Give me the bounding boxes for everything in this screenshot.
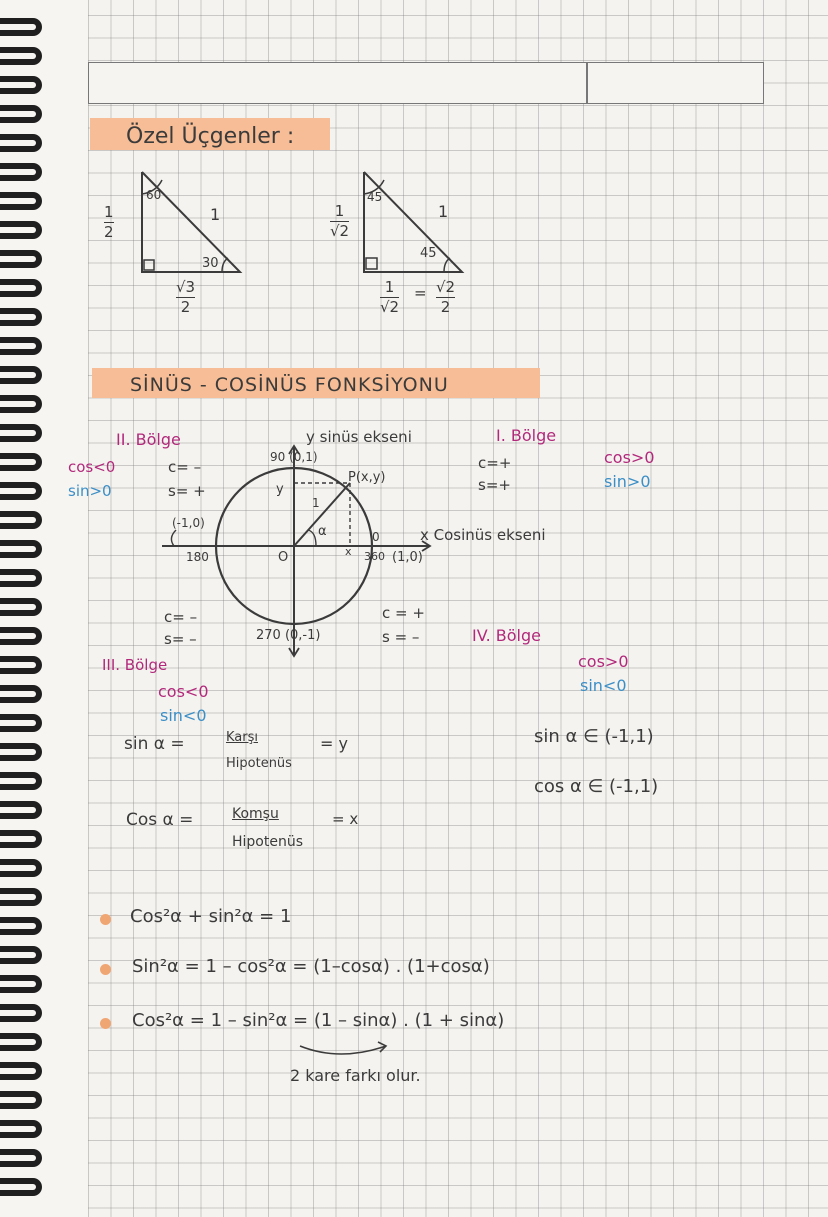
alpha-label: α — [318, 524, 327, 539]
q1-sin: sin>0 — [604, 472, 651, 491]
q3-s: s= – — [164, 630, 197, 648]
identity-2: Sin²α = 1 – cos²α = (1–cosα) . (1+cosα) — [132, 956, 490, 977]
q3-label: III. Bölge — [102, 656, 168, 674]
q3-sin: sin<0 — [160, 706, 207, 725]
deg-right-360: 360 — [364, 550, 385, 563]
q1-s: s=+ — [478, 476, 511, 494]
section-title: SİNÜS - COSİNÜS FONKSİYONU — [130, 374, 449, 396]
tri2-base-a: 1 √2 — [380, 278, 400, 316]
sin-range: sin α ∈ (-1,1) — [534, 726, 654, 747]
sin-definition-den: Hipotenüs — [226, 756, 292, 771]
q1-c: c=+ — [478, 454, 512, 472]
note-text: 2 kare farkı olur. — [290, 1066, 421, 1085]
special-triangles-title: Özel Üçgenler : — [126, 124, 295, 149]
y-axis-label: y sinüs ekseni — [306, 428, 412, 446]
cos-definition-den: Hipotenüs — [232, 834, 304, 850]
sin-definition-num: Karşı — [226, 730, 258, 745]
point-right: (1,0) — [392, 550, 423, 565]
deg-left: 180 — [186, 550, 209, 564]
point-top: 90 (0,1) — [270, 450, 318, 464]
x-axis-label: x Cosinüs ekseni — [420, 526, 546, 544]
q4-c: c = + — [382, 604, 425, 622]
q1-label: I. Bölge — [496, 426, 557, 445]
identity-3: Cos²α = 1 – sin²α = (1 – sinα) . (1 + sinα) — [132, 1010, 505, 1031]
x-mark: x — [345, 545, 352, 558]
tri1-base: √3 2 — [176, 278, 196, 316]
point-p: P(x,y) — [348, 470, 386, 485]
cos-definition-lhs: Cos α = — [126, 810, 194, 830]
tri1-angle-bottom: 30 — [202, 256, 219, 271]
sin-definition-rhs: = y — [320, 734, 348, 753]
tri1-hypotenuse: 1 — [210, 205, 221, 224]
point-bottom: 270 (0,-1) — [256, 628, 321, 643]
q3-cos: cos<0 — [158, 682, 209, 701]
cos-range: cos α ∈ (-1,1) — [534, 776, 659, 797]
tri2-left-side: 1 √2 — [330, 202, 350, 240]
q4-s: s = – — [382, 628, 420, 646]
tri2-hypotenuse: 1 — [438, 202, 449, 221]
q4-cos: cos>0 — [578, 652, 629, 671]
tri2-angle-bottom: 45 — [420, 246, 437, 261]
q2-s: s= + — [168, 482, 206, 500]
tri1-left-side: 1 2 — [104, 203, 114, 241]
point-left: (-1,0) — [172, 516, 205, 530]
bullet-3 — [100, 1018, 111, 1029]
tri2-angle-top: 45 — [367, 190, 383, 204]
tri1-angle-top: 60 — [146, 188, 162, 202]
q2-cos: cos<0 — [68, 458, 116, 476]
deg-right-0: 0 — [372, 530, 380, 544]
tri2-base-b: √2 2 — [436, 278, 456, 316]
identity-1: Cos²α + sin²α = 1 — [130, 906, 292, 927]
cos-definition-num: Komşu — [232, 806, 279, 822]
bullet-2 — [100, 964, 111, 975]
q2-sin: sin>0 — [68, 482, 112, 500]
q1-cos: cos>0 — [604, 448, 655, 467]
q4-label: IV. Bölge — [472, 626, 541, 645]
q2-label: II. Bölge — [116, 430, 181, 449]
tri2-base-eq: = — [414, 284, 427, 302]
sin-definition-lhs: sin α = — [124, 734, 185, 754]
bullet-1 — [100, 914, 111, 925]
q4-sin: sin<0 — [580, 676, 627, 695]
origin-label: O — [278, 550, 289, 565]
q2-c: c= – — [168, 458, 202, 476]
radius-label: 1 — [312, 496, 320, 510]
y-mark: y — [276, 482, 284, 497]
cos-definition-rhs: = x — [332, 810, 359, 828]
q3-c: c= – — [164, 608, 198, 626]
